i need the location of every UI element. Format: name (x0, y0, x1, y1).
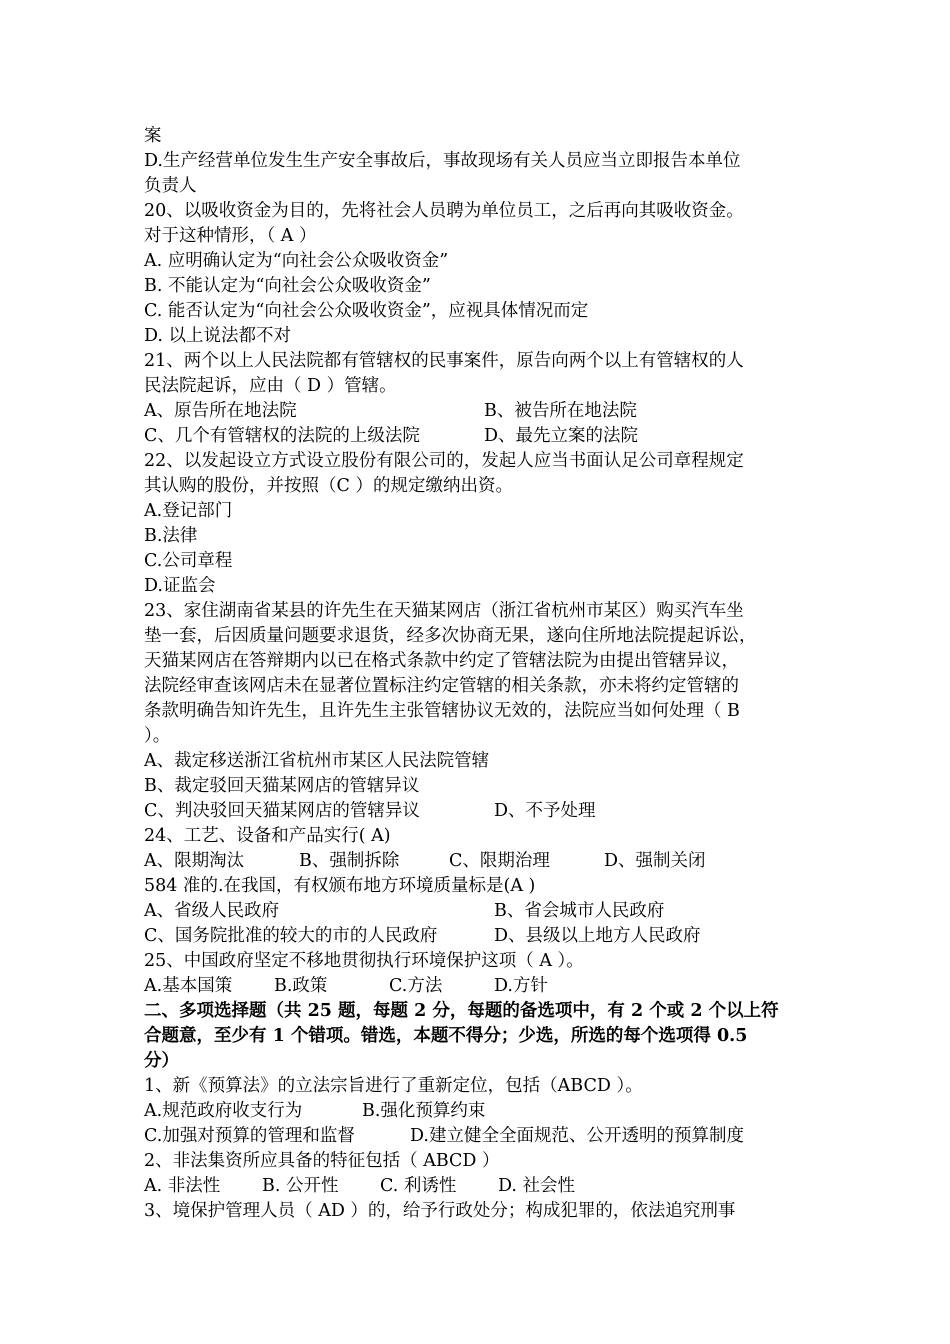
question-24-stem: 24、工艺、设备和产品实行( A) (144, 826, 391, 846)
option-a: A.基本国策 (144, 976, 233, 996)
question-20-stem: 20、以吸收资金为目的，先将社会人员聘为单位员工，之后再向其吸收资金。 (144, 201, 744, 221)
option-d: D、最先立案的法院 (484, 426, 639, 446)
question-3-stem: 3、境保护管理人员（ AD ）的，给予行政处分；构成犯罪的，依法追究刑事 (144, 1201, 736, 1221)
option-line: C.公司章程 (144, 551, 233, 571)
option-b: B.强化预算约束 (362, 1101, 486, 1121)
option-a: A、原告所在地法院 (144, 401, 297, 421)
option-row (144, 799, 824, 824)
option-line: B、裁定驳回天猫某网店的管辖异议 (144, 776, 420, 796)
option-c: C.加强对预算的管理和监督 (144, 1126, 355, 1146)
option-c: C. 利诱性 (380, 1176, 457, 1196)
section-heading: 二、多项选择题（共 25 题，每题 2 分，每题的备选项中，有 2 个或 2 个以上符 (144, 1001, 779, 1021)
option-c: C、限期治理 (449, 851, 550, 871)
option-b: B.政策 (274, 976, 328, 996)
text-line: ）。 (144, 726, 171, 746)
option-row (144, 1174, 824, 1199)
option-b: B、被告所在地法院 (484, 401, 637, 421)
text-line: 对于这种情形，（ A ） (144, 226, 317, 246)
option-a: A、限期淘汰 (144, 851, 245, 871)
option-row (144, 899, 824, 924)
text-line: 负责人 (144, 176, 197, 196)
option-d: D.建立健全全面规范、公开透明的预算制度 (410, 1126, 744, 1146)
option-row (144, 424, 824, 449)
option-c: C、判决驳回天猫某网店的管辖异议 (144, 801, 420, 821)
option-line: A. 应明确认定为“向社会公众吸收资金” (144, 251, 449, 271)
section-heading: 合题意，至少有 1 个错项。错选，本题不得分；少选，所选的每个选项得 0.5 (144, 1026, 748, 1046)
option-row (144, 974, 824, 999)
text-line: 案 (144, 126, 162, 146)
option-row (144, 1099, 824, 1124)
section-heading: 分） (144, 1051, 179, 1071)
option-line: D. 以上说法都不对 (144, 326, 292, 346)
option-row (144, 849, 824, 874)
question-22-stem: 22、以发起设立方式设立股份有限公司的，发起人应当书面认足公司章程规定 (144, 451, 744, 471)
option-a: A. 非法性 (144, 1176, 221, 1196)
option-d: D、强制关闭 (604, 851, 706, 871)
option-c: C、国务院批准的较大的市的人民政府 (144, 926, 438, 946)
option-c: C.方法 (389, 976, 443, 996)
option-b: B、省会城市人民政府 (494, 901, 665, 921)
text-line: 垫一套，后因质量问题要求退货，经多次协商无果，遂向住所地法院提起诉讼， (144, 626, 757, 646)
option-a: A.规范政府收支行为 (144, 1101, 303, 1121)
question-2-stem: 2、非法集资所应具备的特征包括（ ABCD ） (144, 1151, 500, 1171)
option-line: D.证监会 (144, 576, 216, 596)
text-line: 法院经审查该网店未在显著位置标注约定管辖的相关条款，亦未将约定管辖的 (144, 676, 739, 696)
option-row (144, 1124, 824, 1149)
option-line: B.法律 (144, 526, 198, 546)
option-a: A、省级人民政府 (144, 901, 280, 921)
question-1-stem: 1、新《预算法》的立法宗旨进行了重新定位，包括（ABCD ）。 (144, 1076, 643, 1096)
option-d: D、不予处理 (494, 801, 596, 821)
option-line: C. 能否认定为“向社会公众吸收资金”，应视具体情况而定 (144, 301, 589, 321)
text-line: 其认购的股份，并按照（C ）的规定缴纳出资。 (144, 476, 513, 496)
question-23-stem: 23、家住湖南省某县的许先生在天猫某网店（浙江省杭州市某区）购买汽车坐 (144, 601, 744, 621)
option-b: B、强制拆除 (299, 851, 400, 871)
text-line: 条款明确告知许先生，且许先生主张管辖协议无效的，法院应当如何处理（ B (144, 701, 740, 721)
document-page (144, 124, 824, 1224)
option-b: B. 公开性 (262, 1176, 339, 1196)
question-25-stem: 25、中国政府坚定不移地贯彻执行环境保护这项（ A ）。 (144, 951, 584, 971)
option-d: D. 社会性 (498, 1176, 576, 1196)
option-d: D.方针 (494, 976, 548, 996)
text-line: 天猫某网店在答辩期内以已在格式条款中约定了管辖法院为由提出管辖异议， (144, 651, 739, 671)
text-line: 584 准的.在我国，有权颁布地方环境质量标是(A ) (144, 876, 536, 896)
question-21-stem: 21、两个以上人民法院都有管辖权的民事案件，原告向两个以上有管辖权的人 (144, 351, 744, 371)
option-row (144, 924, 824, 949)
text-line: 民法院起诉，应由（ D ）管辖。 (144, 376, 397, 396)
option-row (144, 399, 824, 424)
option-c: C、几个有管辖权的法院的上级法院 (144, 426, 420, 446)
text-line: D.生产经营单位发生生产安全事故后，事故现场有关人员应当立即报告本单位 (144, 151, 741, 171)
option-line: B. 不能认定为“向社会公众吸收资金” (144, 276, 431, 296)
option-d: D、县级以上地方人民政府 (494, 926, 701, 946)
option-line: A、裁定移送浙江省杭州市某区人民法院管辖 (144, 751, 490, 771)
option-line: A.登记部门 (144, 501, 233, 521)
